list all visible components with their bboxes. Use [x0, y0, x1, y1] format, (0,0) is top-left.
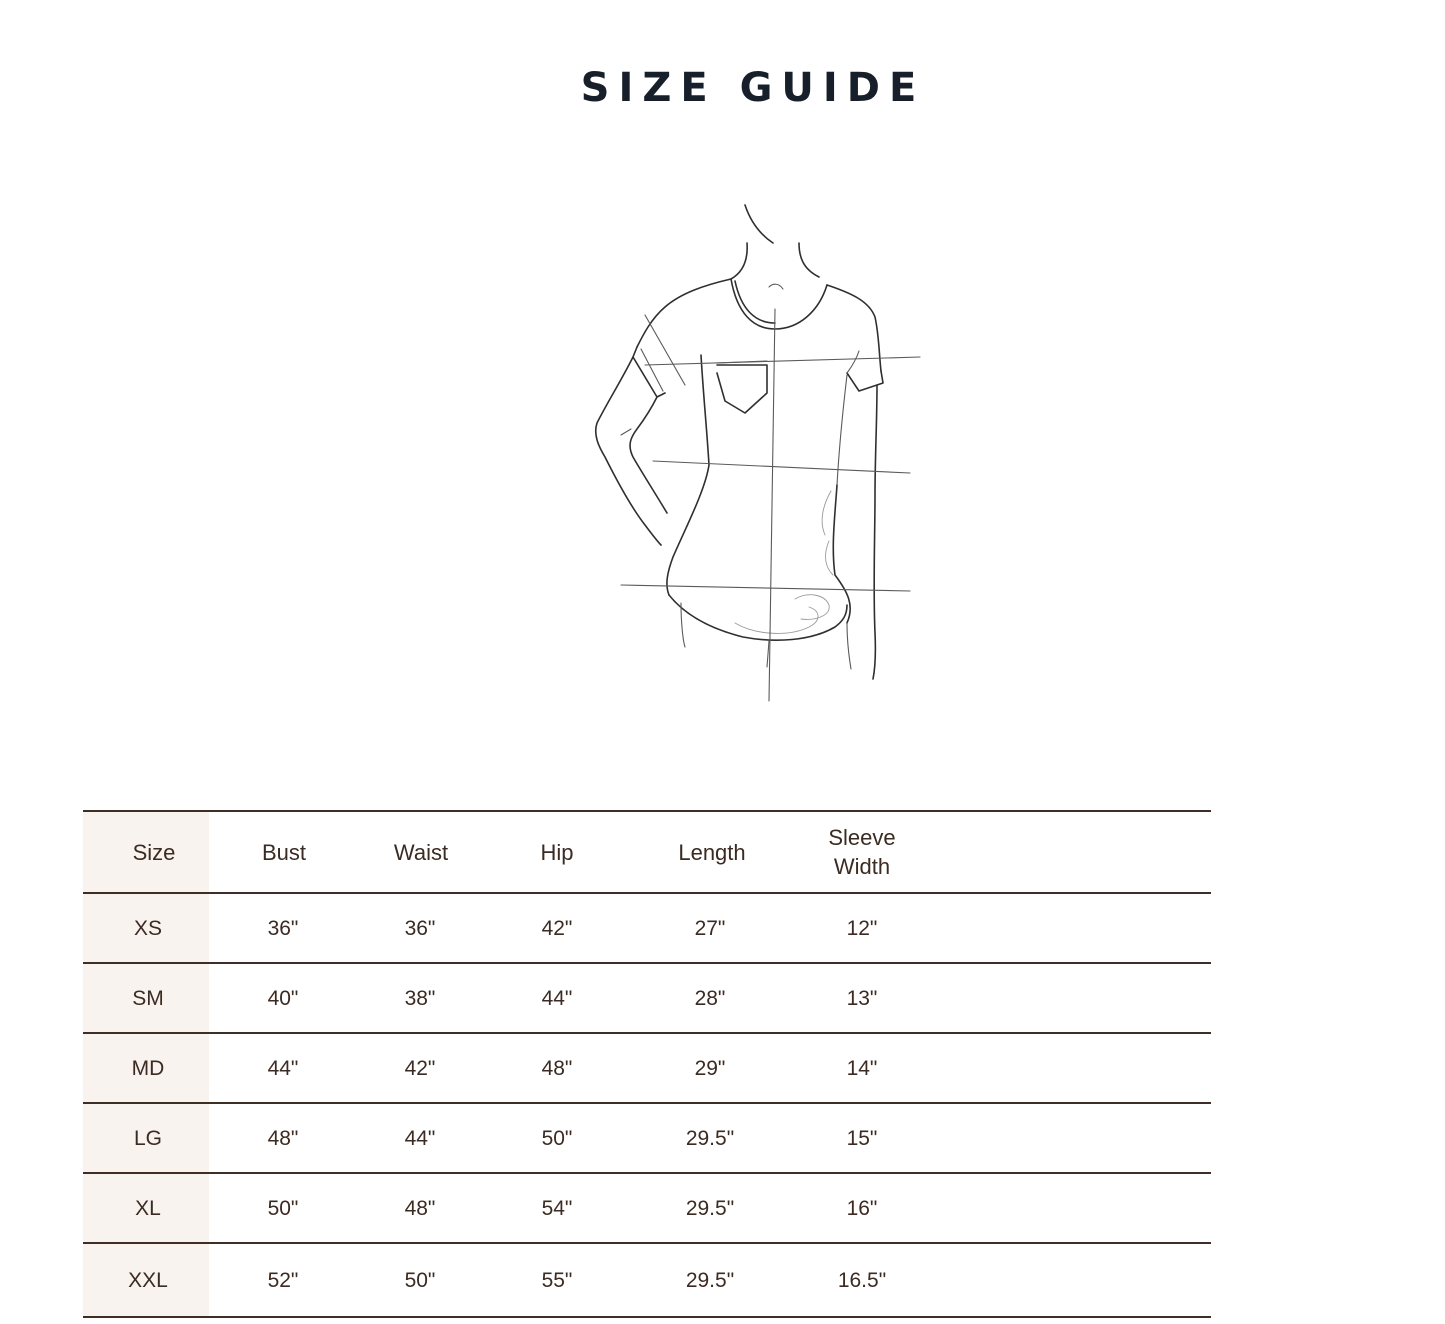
- waist-cell: 36": [404, 916, 436, 940]
- length-cell: 29.5": [685, 1196, 735, 1220]
- table-row: [83, 1242, 1211, 1318]
- page-title: SIZE GUIDE: [580, 64, 926, 111]
- waist-cell: 42": [404, 1056, 436, 1080]
- hip-cell: 44": [541, 986, 573, 1010]
- table-row: [83, 1172, 1211, 1242]
- column-header-sleeve-width: [802, 812, 922, 892]
- sleeve-width-cell: 15": [846, 1126, 878, 1150]
- size-cell: SM: [132, 986, 164, 1010]
- column-header-size: Size: [132, 839, 176, 865]
- hip-cell: 42": [541, 916, 573, 940]
- sleeve-width-cell: 16.5": [837, 1268, 887, 1292]
- table-header-row: [83, 810, 1211, 892]
- waist-cell: 48": [404, 1196, 436, 1220]
- sleeve-width-cell: 16": [846, 1196, 878, 1220]
- bust-cell: 36": [267, 916, 299, 940]
- size-cell: LG: [133, 1126, 162, 1150]
- bust-cell: 52": [267, 1268, 299, 1292]
- sleeve-width-cell: 14": [846, 1056, 878, 1080]
- column-header-sleeve-line1: Sleeve: [828, 825, 896, 850]
- bust-cell: 44": [267, 1056, 299, 1080]
- size-guide-table: [83, 810, 1211, 1318]
- column-header-hip: Hip: [540, 839, 574, 865]
- size-cell: XXL: [128, 1268, 168, 1292]
- length-cell: 29.5": [685, 1268, 735, 1292]
- column-header-length: Length: [678, 839, 746, 865]
- sleeve-width-cell: 13": [846, 986, 878, 1010]
- shirt-measurement-sketch-icon: [585, 195, 935, 710]
- length-cell: 28": [694, 986, 726, 1010]
- waist-cell: 38": [404, 986, 436, 1010]
- bust-cell: 48": [267, 1126, 299, 1150]
- length-cell: 29": [694, 1056, 726, 1080]
- column-header-bust: Bust: [261, 839, 307, 865]
- waist-cell: 44": [404, 1126, 436, 1150]
- hip-cell: 55": [541, 1268, 573, 1292]
- bust-cell: 50": [267, 1196, 299, 1220]
- column-header-sleeve-line2: Width: [833, 854, 891, 879]
- table-row: [83, 1102, 1211, 1172]
- waist-cell: 50": [404, 1268, 436, 1292]
- table-row: [83, 962, 1211, 1032]
- size-cell: MD: [131, 1056, 165, 1080]
- hip-cell: 50": [541, 1126, 573, 1150]
- column-header-waist: Waist: [393, 839, 449, 865]
- table-row: [83, 1032, 1211, 1102]
- length-cell: 29.5": [685, 1126, 735, 1150]
- sleeve-width-cell: 12": [846, 916, 878, 940]
- size-cell: XL: [135, 1196, 161, 1220]
- hip-cell: 48": [541, 1056, 573, 1080]
- bust-cell: 40": [267, 986, 299, 1010]
- size-cell: XS: [133, 916, 162, 940]
- table-row: [83, 892, 1211, 962]
- length-cell: 27": [694, 916, 726, 940]
- hip-cell: 54": [541, 1196, 573, 1220]
